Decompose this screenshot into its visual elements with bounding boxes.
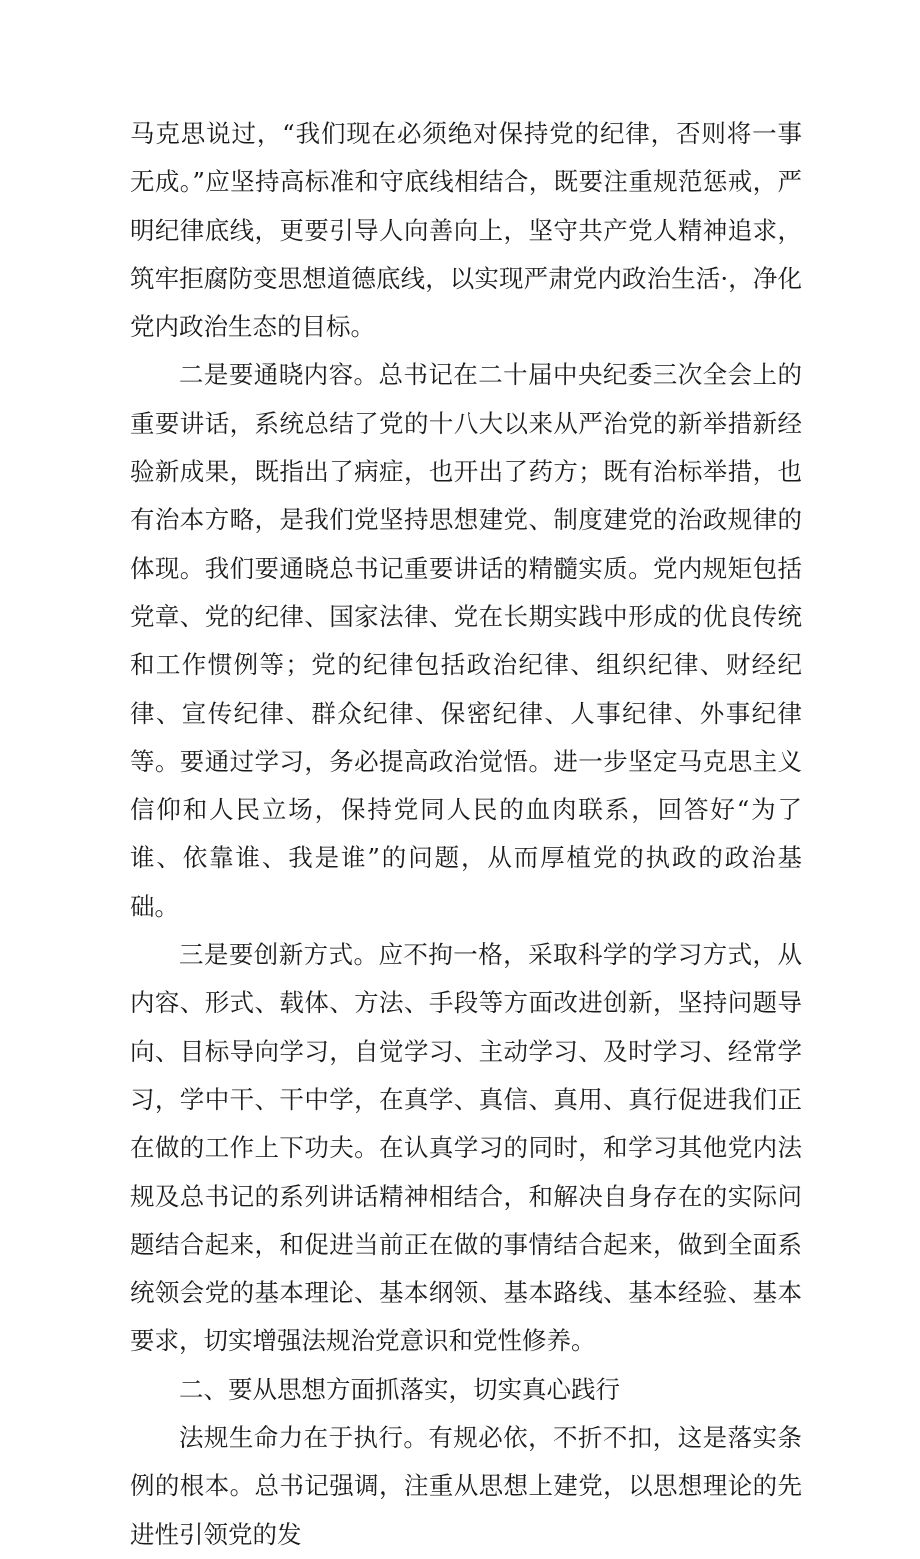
paragraph-content-understanding: 二是要通晓内容。总书记在二十届中央纪委三次全会上的重要讲话，系统总结了党的十八大以来从严治党的新举措新经验新成果，既指出了病症，也开出了药方；既有治标举措，也有治本方略，是我们党坚持思想建党、制度建党的治政规律的体现。我们要通晓总书记重要讲话的精髓实质。党内规矩包括党章、党的纪律、国家法律、党在长期实践中形成的优良传统和工作惯例等；党的纪律包括政治纪律、组织纪律、财经纪律、宣传纪律、群众纪律、保密纪律、人事纪律、外事纪律等。要通过学习，务必提高政治觉悟。进一步坚定马克思主义信仰和人民立场，保持党同人民的血肉联系，回答好“为了谁、依靠谁、我是谁”的问题，从而厚植党的执政的政治基础。 [130,360,802,921]
paragraph-continuation: 马克思说过，“我们现在必须绝对保持党的纪律，否则将一事无成。”应坚持高标准和守底线相结合，既要注重规范惩戒，严明纪律底线，更要引导人向善向上，坚守共产党人精神追求，筑牢拒腐防变思想道德底线，以实现严肃党内政治生活·，净化党内政治生态的目标。 [130,119,802,342]
document-body [130,110,802,1559]
paragraph-implementation: 法规生命力在于执行。有规必依，不折不扣，这是落实条例的根本。总书记强调，注重从思想上建党，以思想理论的先进性引领党的发 [130,1423,802,1549]
section-heading: 二、要从思想方面抓落实，切实真心践行 [179,1374,620,1404]
paragraph-innovative-methods: 三是要创新方式。应不拘一格，采取科学的学习方式，从内容、形式、载体、方法、手段等方面改进创新，坚持问题导向、目标导向学习，自觉学习、主动学习、及时学习、经常学习，学中干、干中学，在真学、真信、真用、真行促进我们正在做的工作上下功夫。在认真学习的同时，和学习其他党内法规及总书记的系列讲话精神相结合，和解决自身存在的实际问题结合起来，和促进当前正在做的事情结合起来，做到全面系统领会党的基本理论、基本纲领、基本路线、基本经验、基本要求，切实增强法规治党意识和党性修养。 [130,940,802,1356]
